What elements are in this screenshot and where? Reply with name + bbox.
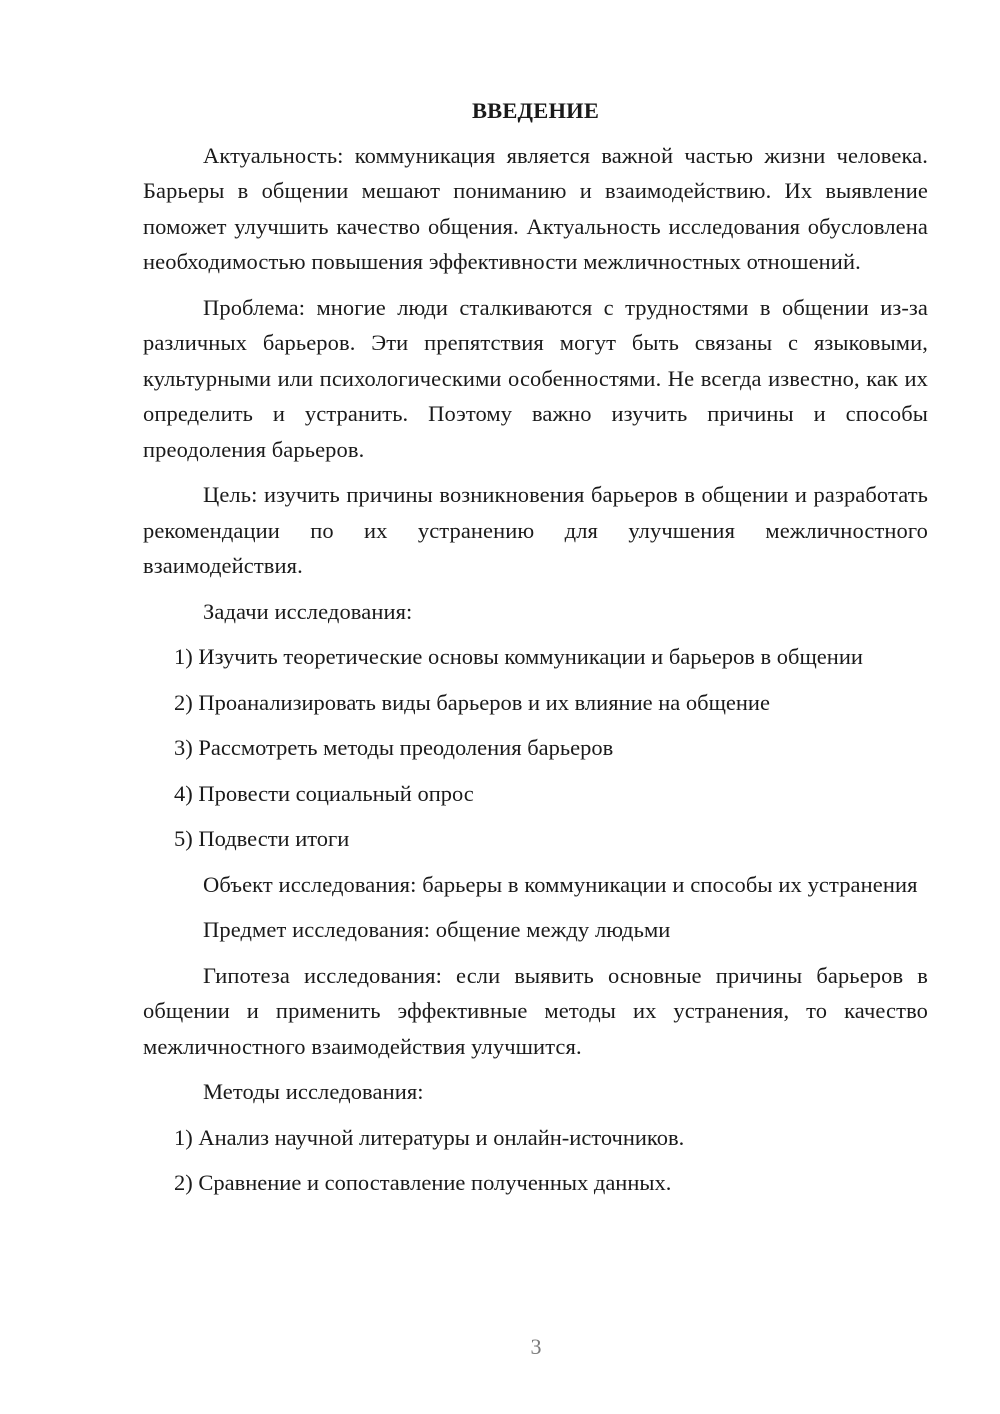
task-item-4: 4) Провести социальный опрос (174, 780, 474, 806)
methods-heading: Методы исследования: (203, 1079, 424, 1104)
task-item-3: 3) Рассмотреть методы преодоления барьеров (174, 735, 614, 760)
page-content (143, 93, 928, 1211)
task-item-1: 1) Изучить теоретические основы коммуникации и барьеров в общении (174, 644, 863, 669)
problem-paragraph: Проблема: многие люди сталкиваются с трудностями в общении из-за различных барьеров. Эти препятствия могут быть связаны с языковыми, культурными или психологическими особенностями. Не всегда известно, как их определить и устранить. Поэтому важно изучить причины и способы преодоления барьеров. (143, 294, 928, 462)
page-number: 3 (530, 1334, 542, 1359)
method-item-2: 2) Сравнение и сопоставление полученных данных. (174, 1170, 672, 1195)
hypothesis-paragraph: Гипотеза исследования: если выявить основные причины барьеров в общении и применить эффективные методы их устранения, то качество межличностного взаимодействия улучшится. (143, 962, 928, 1059)
subject-paragraph: Предмет исследования: общение между людьми (203, 917, 671, 942)
object-paragraph: Объект исследования: барьеры в коммуникации и способы их устранения (203, 871, 918, 897)
page-title: ВВЕДЕНИЕ (471, 98, 600, 123)
task-item-5: 5) Подвести итоги (174, 826, 350, 851)
relevance-paragraph: Актуальность: коммуникация является важной частью жизни человека. Барьеры в общении мешают пониманию и взаимодействию. Их выявление поможет улучшить качество общения. Актуальность исследования обусловлена необходимостью повышения эффективности межличностных отношений. (143, 142, 928, 274)
tasks-heading: Задачи исследования: (203, 598, 413, 624)
method-item-1: 1) Анализ научной литературы и онлайн-источников. (174, 1124, 685, 1150)
goal-paragraph: Цель: изучить причины возникновения барьеров в общении и разработать рекомендации по их устранению для улучшения межличностного взаимодействия. (143, 482, 928, 578)
task-item-2: 2) Проанализировать виды барьеров и их влияние на общение (174, 689, 770, 715)
